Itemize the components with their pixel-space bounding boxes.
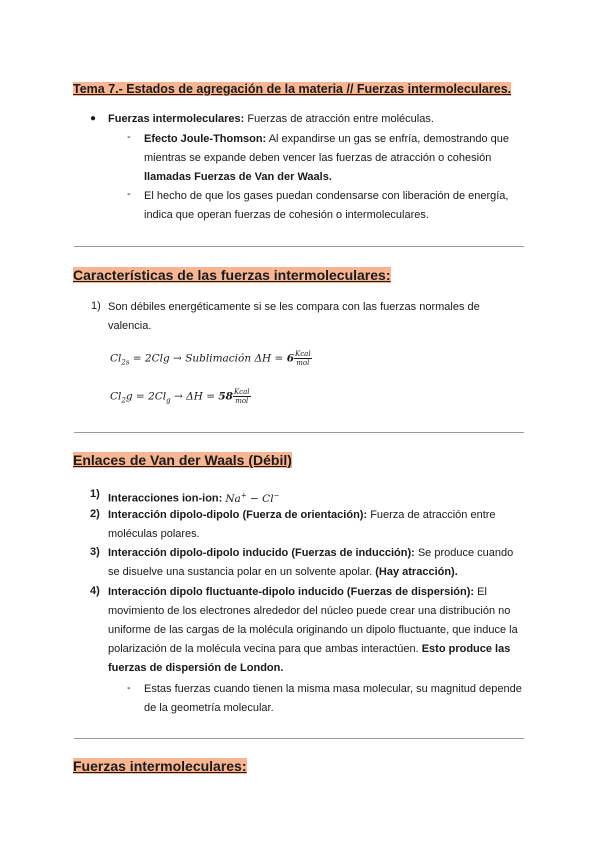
dash-icon: -	[127, 131, 131, 143]
list-item: Interacciones ion-ion: Na+ − Cl−	[108, 491, 280, 505]
divider	[74, 738, 524, 739]
dispersion-note: Estas fuerzas cuando tienen la misma masa molecular, su magnitud depende de la geometría molecular.	[144, 683, 522, 714]
divider	[74, 246, 524, 247]
intro-bullet: Fuerzas intermoleculares: Fuerzas de atracción entre moléculas.	[108, 113, 434, 125]
section-heading-van-der-waals: Enlaces de Van der Waals (Débil)	[73, 452, 292, 468]
bullet-icon: ●	[90, 113, 97, 124]
list-item: Interacción dipolo fluctuante-dipolo inducido (Fuerzas de dispersión): El movimiento de los electrones alrededor del núcleo puede crear una distribución no uniforme de las cargas de la molécula originando un dipolo fluctuante, que induce la polarización de la molécula vecina para que ambas interactúen. Esto produce las fuerzas de dispersión de London.	[108, 586, 518, 674]
fraction: $\frac{\text{Kcal}}{\text{mol}}$	[295, 350, 311, 367]
section-heading-fuerzas: Fuerzas intermoleculares:	[73, 758, 247, 774]
list-number: 1)	[91, 300, 101, 312]
list-item: Interacción dipolo-dipolo inducido (Fuerzas de inducción): Se produce cuando se disuelve una sustancia polar en un solvente apolar. (Hay atracción).	[108, 547, 514, 578]
fraction: $\frac{\text{Kcal}}{\text{mol}}$	[233, 388, 250, 405]
condensation-paragraph: El hecho de que los gases puedan condensarse con liberación de energía, indica que operan fuerzas de cohesión o intermoleculares.	[144, 190, 509, 221]
equation-enthalpy: $Cl_2g = 2Cl_g \to \Delta H = 58$ $\frac{\text{Kcal}}{\text{mol}}$	[110, 388, 250, 405]
list-number: 3)	[90, 546, 100, 558]
divider	[74, 432, 524, 433]
list-number: 2)	[90, 508, 100, 520]
section-heading-caracteristicas: Características de las fuerzas intermoleculares:	[73, 267, 391, 283]
list-number: 4)	[90, 585, 100, 597]
dash-icon: -	[127, 188, 131, 200]
page-title: Tema 7.- Estados de agregación de la materia // Fuerzas intermoleculares.	[73, 82, 512, 96]
list-number: 1)	[90, 488, 100, 500]
joule-thomson-paragraph: Efecto Joule-Thomson: Al expandirse un gas se enfría, demostrando que mientras se expande deben vencer las fuerzas de atracción o cohesión llamadas Fuerzas de Van der Waals.	[144, 133, 510, 183]
equation-sublimation: $Cl_{2s} = 2Clg$ → Sublimación ΔH = 6 $\frac{\text{Kcal}}{\text{mol}}$	[110, 350, 311, 367]
dash-icon: -	[127, 682, 131, 694]
list-item: Interacción dipolo-dipolo (Fuerza de orientación): Fuerza de atracción entre moléculas polares.	[108, 509, 496, 540]
list-item: Son débiles energéticamente si se les compara con las fuerzas normales de valencia.	[108, 301, 480, 332]
